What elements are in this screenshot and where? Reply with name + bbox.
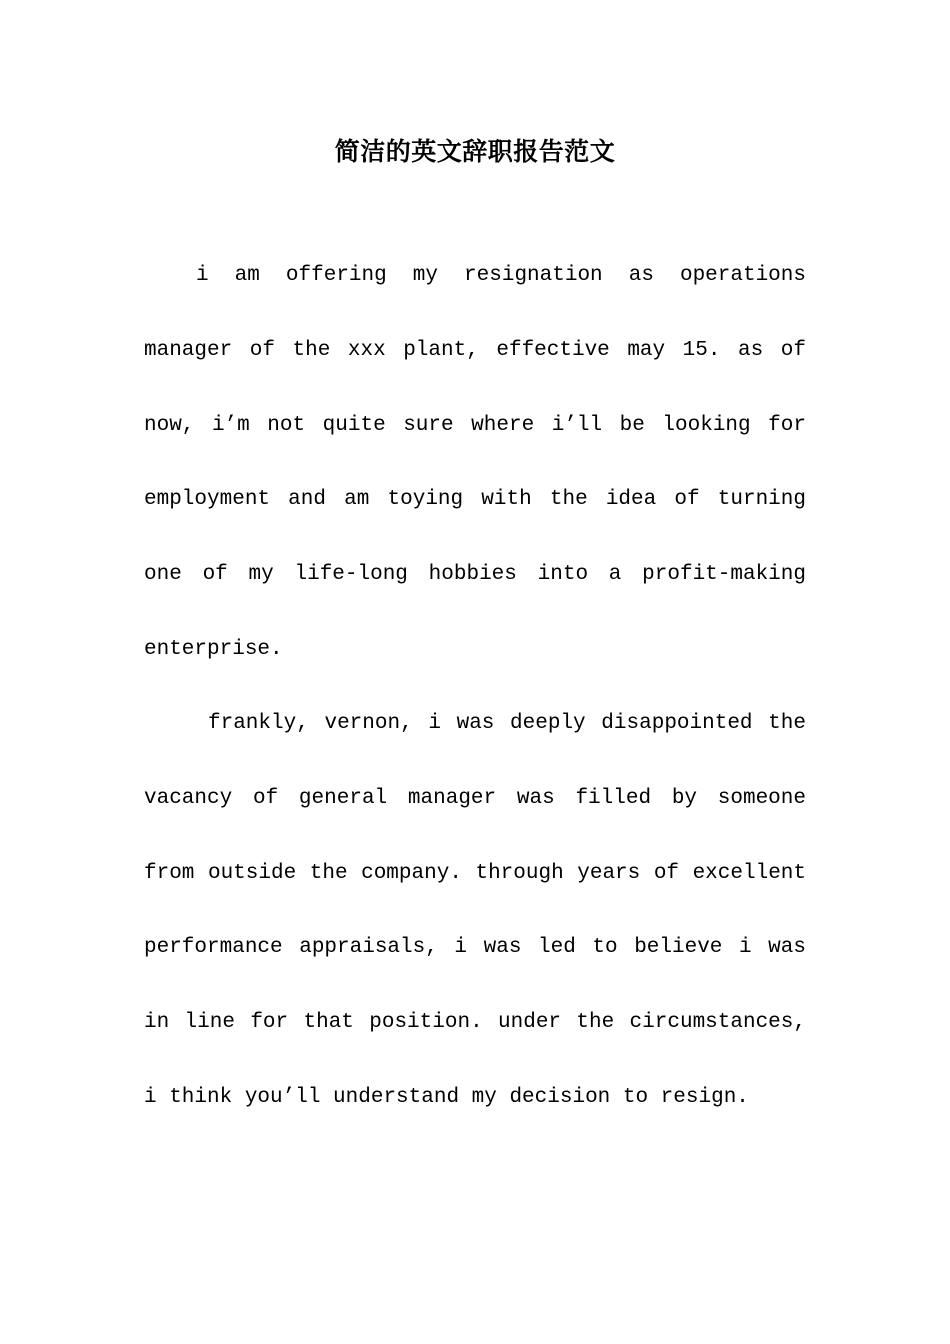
paragraph-resignation-offer: i am offering my resignation as operations manager of the xxx plant, effective may 15. as of now, i’m not quite sure where i’ll be looking for employment and am toying with the idea of turning one of my life-long hobbies into a profit-making enterprise. [144, 264, 806, 661]
paragraph-reason: frankly, vernon, i was deeply disappointed the vacancy of general manager was filled by someone from outside the company. through years of excellent performance appraisals, i was led to believe i was in line for that position. under the circumstances, i think you’ll understand my decision to resign. [144, 712, 806, 1109]
document-title: 简洁的英文辞职报告范文 [334, 137, 616, 166]
